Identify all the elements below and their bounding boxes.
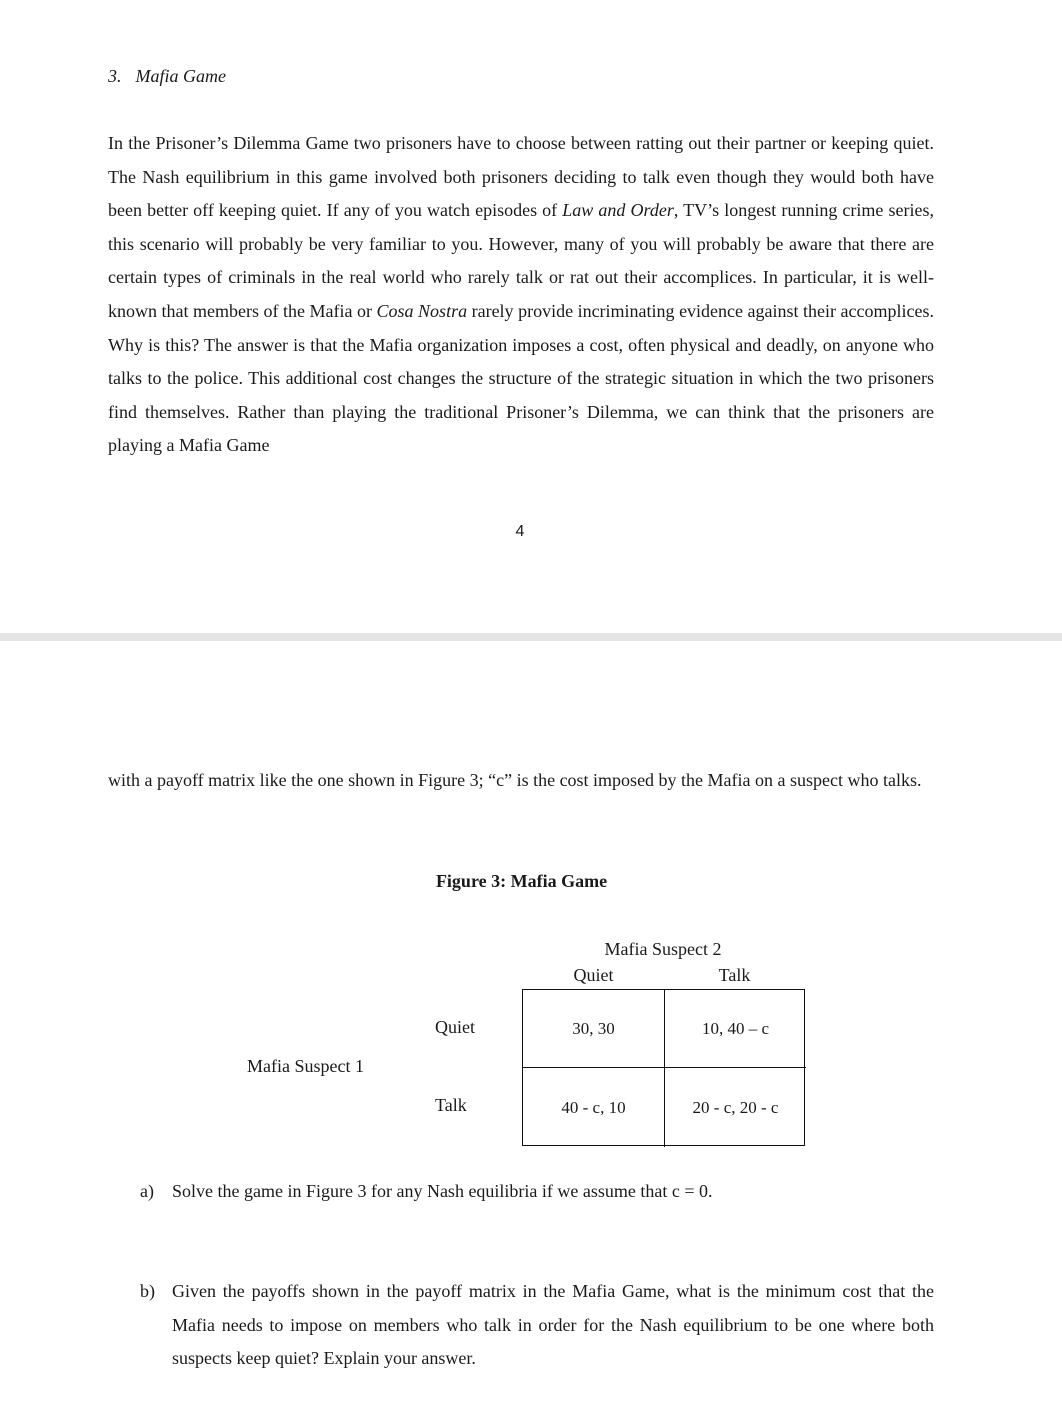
- paragraph-italic-segment: Cosa Nostra: [376, 300, 468, 321]
- section-heading: [108, 66, 226, 87]
- paragraph-italic-segment: Law and Order: [562, 200, 674, 221]
- section-number: 3.: [108, 66, 122, 86]
- payoff-cell-quiet-quiet: 30, 30: [523, 990, 665, 1068]
- question-text: Solve the game in Figure 3 for any Nash equilibria if we assume that c = 0.: [172, 1181, 713, 1201]
- question-letter: a): [140, 1181, 154, 1201]
- document-page-2: [0, 641, 1062, 1410]
- column-player-label: Mafia Suspect 2: [604, 939, 722, 959]
- figure-title: Figure 3: Mafia Game: [435, 871, 608, 891]
- continuation-paragraph: with a payoff matrix like the one shown in Figure 3; “c” is the cost imposed by the Mafia on a suspect who talks.: [108, 770, 922, 790]
- question-a: [140, 1175, 934, 1209]
- question-letter: b): [140, 1281, 155, 1301]
- column-strategy-quiet: Quiet: [573, 965, 614, 985]
- payoff-cell-talk-talk: 20 - c, 20 - c: [692, 1097, 779, 1117]
- intro-paragraph: [108, 127, 934, 463]
- paragraph-segment: rarely provide incriminating evidence against their accomplices. Why is this? The answer is that the Mafia organization imposes a cost, often physical and deadly, on anyone who talks to the police. This additional cost changes the structure of the strategic situation in which the two prisoners find themselves. Rather than playing the traditional Prisoner’s Dilemma, we can think that the prisoners are playing a Mafia Game: [108, 300, 934, 456]
- row-player-label: Mafia Suspect 1: [247, 1056, 364, 1076]
- page-number: 4: [515, 523, 525, 540]
- section-title: Mafia Game: [135, 66, 226, 86]
- question-text: Given the payoffs shown in the payoff matrix in the Mafia Game, what is the minimum cost that the Mafia needs to impose on members who talk in order for the Nash equilibrium to be one where both suspects keep quiet? Explain your answer.: [172, 1281, 934, 1369]
- paragraph-segment: In the Prisoner’s Dilemma Game two prisoners have to choose between ratting out their partner or keeping quiet. The Nash equilibrium in this game involved both prisoners deciding to talk even though they would both have been better off keeping quiet. If any of you watch episodes of: [108, 133, 934, 221]
- page-separator: [0, 633, 1062, 641]
- payoff-cell-talk-quiet: 40 - c, 10: [523, 1068, 665, 1147]
- paragraph-segment: , TV’s longest running crime series, this scenario will probably be very familiar to you. However, many of you will probably be aware that there are certain types of criminals in the real world who rarely talk or rat out their accomplices. In particular, it is well-known that members of the Mafia or: [108, 200, 934, 321]
- question-b: [140, 1275, 934, 1376]
- column-strategy-talk: Talk: [718, 965, 751, 985]
- row-strategy-talk: Talk: [435, 1095, 467, 1115]
- payoff-matrix: [522, 989, 805, 1146]
- row-strategy-quiet: Quiet: [435, 1017, 475, 1037]
- document-page-1: [0, 0, 1062, 633]
- payoff-cell-quiet-talk: 10, 40 – c: [665, 990, 806, 1068]
